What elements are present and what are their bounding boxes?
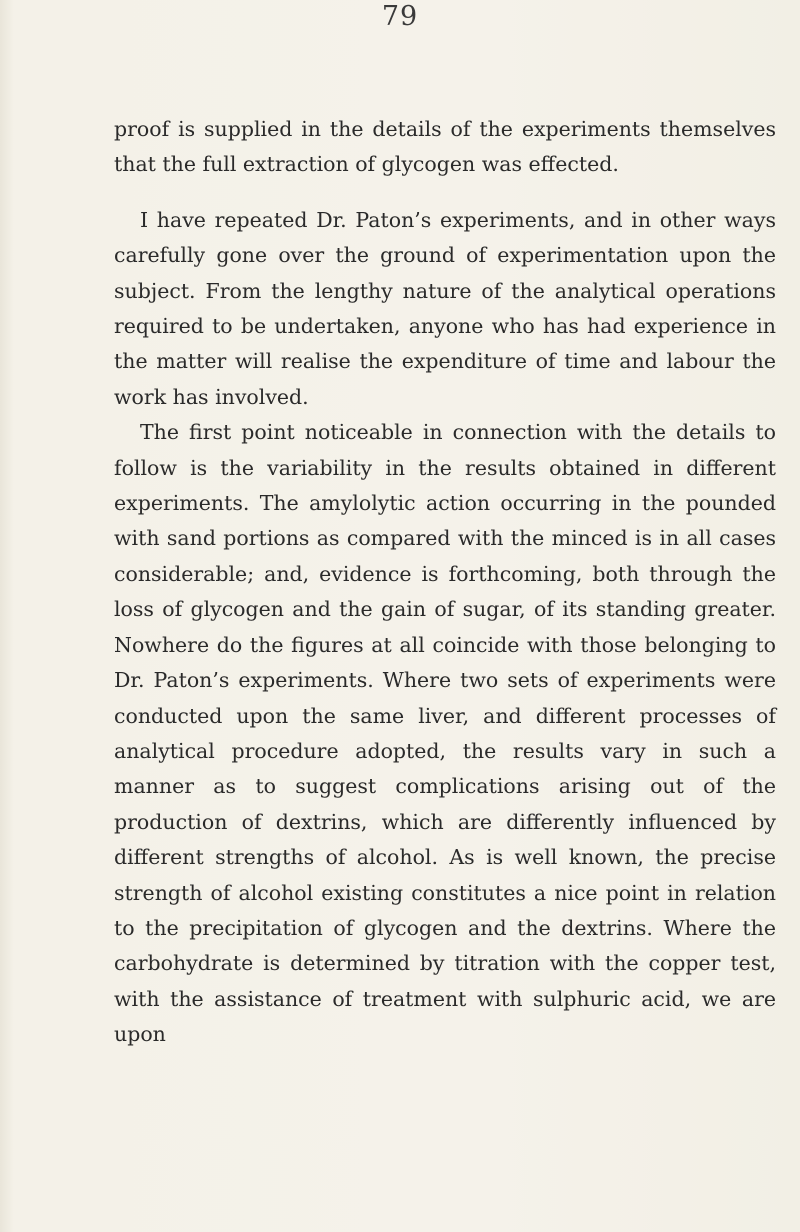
- paragraph-1: proof is supplied in the details of the experiments themselves that the full extraction of glycogen was effected.: [114, 117, 776, 177]
- page-number: 79: [381, 1, 419, 32]
- body-text: [114, 112, 776, 1053]
- paragraph-3: The first point noticeable in connection with the details to follow is the variability in the results obtained in different experiments. The amylolytic action occurring in the pounded with sand portions as compared with the minced is in all cases considerable; and, evidence is forthcoming, both through the loss of glycogen and the gain of sugar, of its standing greater. Nowhere do the figures at all coincide with those belonging to Dr. Paton’s experiments. Where two sets of experiments were conducted upon the same liver, and different processes of analytical procedure adopted, the results vary in such a manner as to suggest complications arising out of the production of dextrins, which are differently influenced by different strengths of alcohol. As is well known, the precise strength of alcohol existing constitutes a nice point in relation to the precipitation of glycogen and the dextrins. Where the carbohydrate is determined by titration with the copper test, with the assistance of treatment with sulphuric acid, we are upon: [114, 420, 776, 1047]
- paragraph-2: I have repeated Dr. Paton’s experiments, and in other ways carefully gone over the ground of experimentation upon the subject. From the lengthy nature of the analytical operations required to be undertaken, anyone who has had experience in the matter will realise the expenditure of time and labour the work has involved.: [114, 207, 776, 409]
